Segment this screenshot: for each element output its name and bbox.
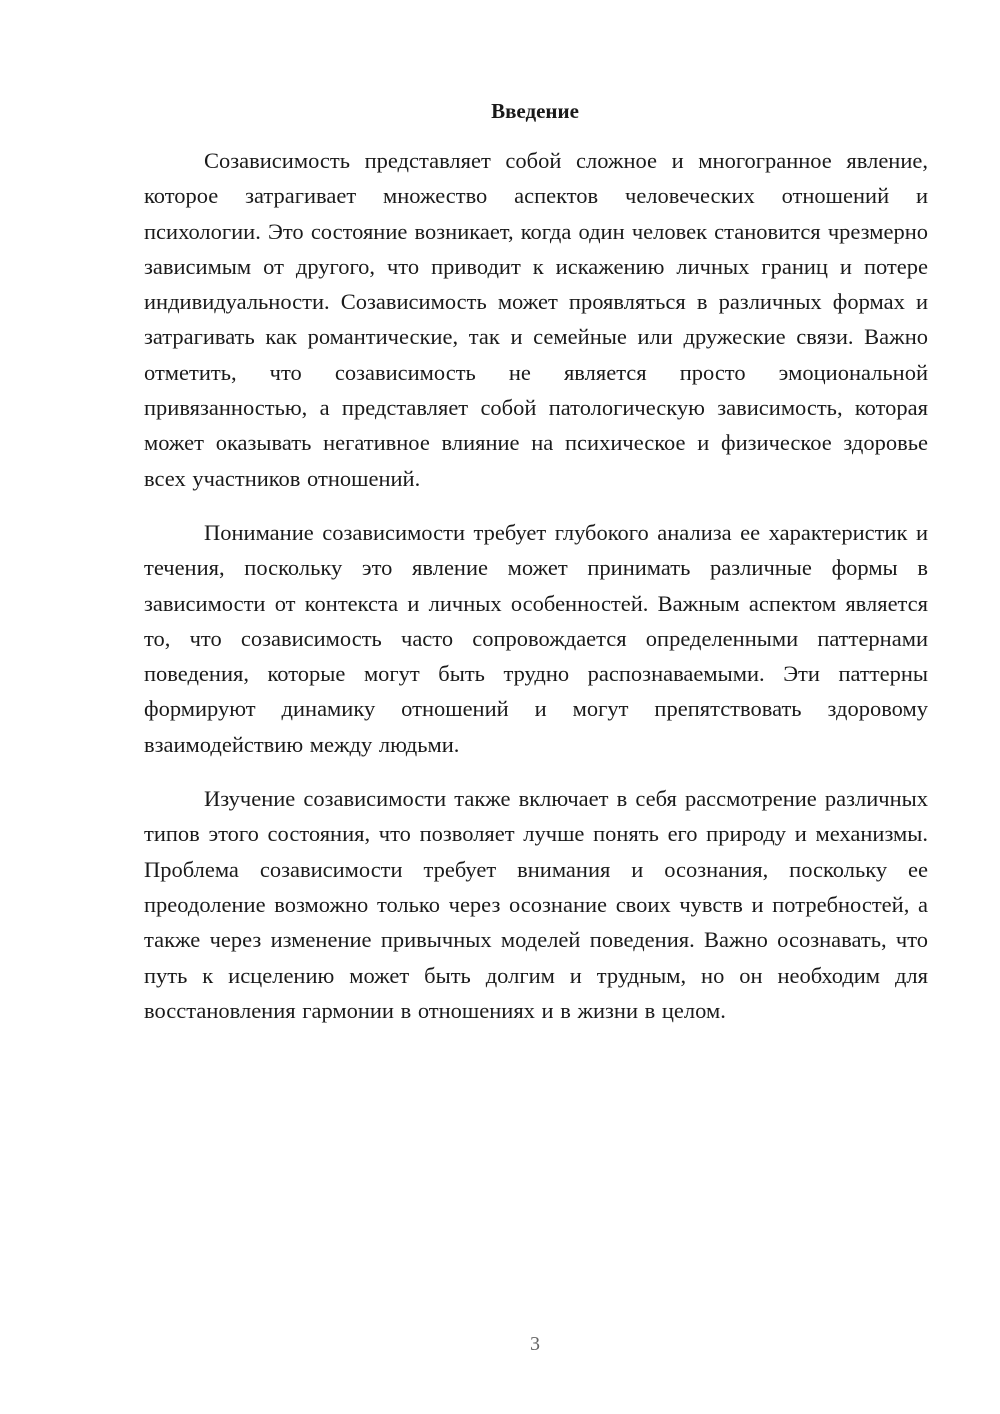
section-title: Введение	[491, 99, 579, 123]
page-number: 3	[530, 1333, 540, 1355]
body-text	[144, 143, 928, 1047]
paragraph-3: Изучение созависимости также включает в себя рассмотрение различных типов этого состояния, что позволяет лучше понять его природу и механизмы. Проблема созависимости требует внимания и осознания, поскольку ее преодоление возможно только через осознание своих чувств и потребностей, а также через изменение привычных моделей поведения. Важно осознавать, что путь к исцелению может быть долгим и трудным, но он необходим для восстановления гармонии в отношениях и в жизни в целом.	[144, 786, 928, 1023]
paragraph-1: Созависимость представляет собой сложное и многогранное явление, которое затрагивает множество аспектов человеческих отношений и психологии. Это состояние возникает, когда один человек становится чрезмерно зависимым от другого, что приводит к искажению личных границ и потере индивидуальности. Созависимость может проявляться в различных формах и затрагивать как романтические, так и семейные или дружеские связи. Важно отметить, что созависимость не является просто эмоциональной привязанностью, а представляет собой патологическую зависимость, которая может оказывать негативное влияние на психическое и физическое здоровье всех участников отношений.	[144, 148, 928, 491]
paragraph-2: Понимание созависимости требует глубокого анализа ее характеристик и течения, поскольку это явление может принимать различные формы в зависимости от контекста и личных особенностей. Важным аспектом является то, что созависимость часто сопровождается определенными паттернами поведения, которые могут быть трудно распознаваемыми. Эти паттерны формируют динамику отношений и могут препятствовать здоровому взаимодействию между людьми.	[144, 519, 928, 757]
